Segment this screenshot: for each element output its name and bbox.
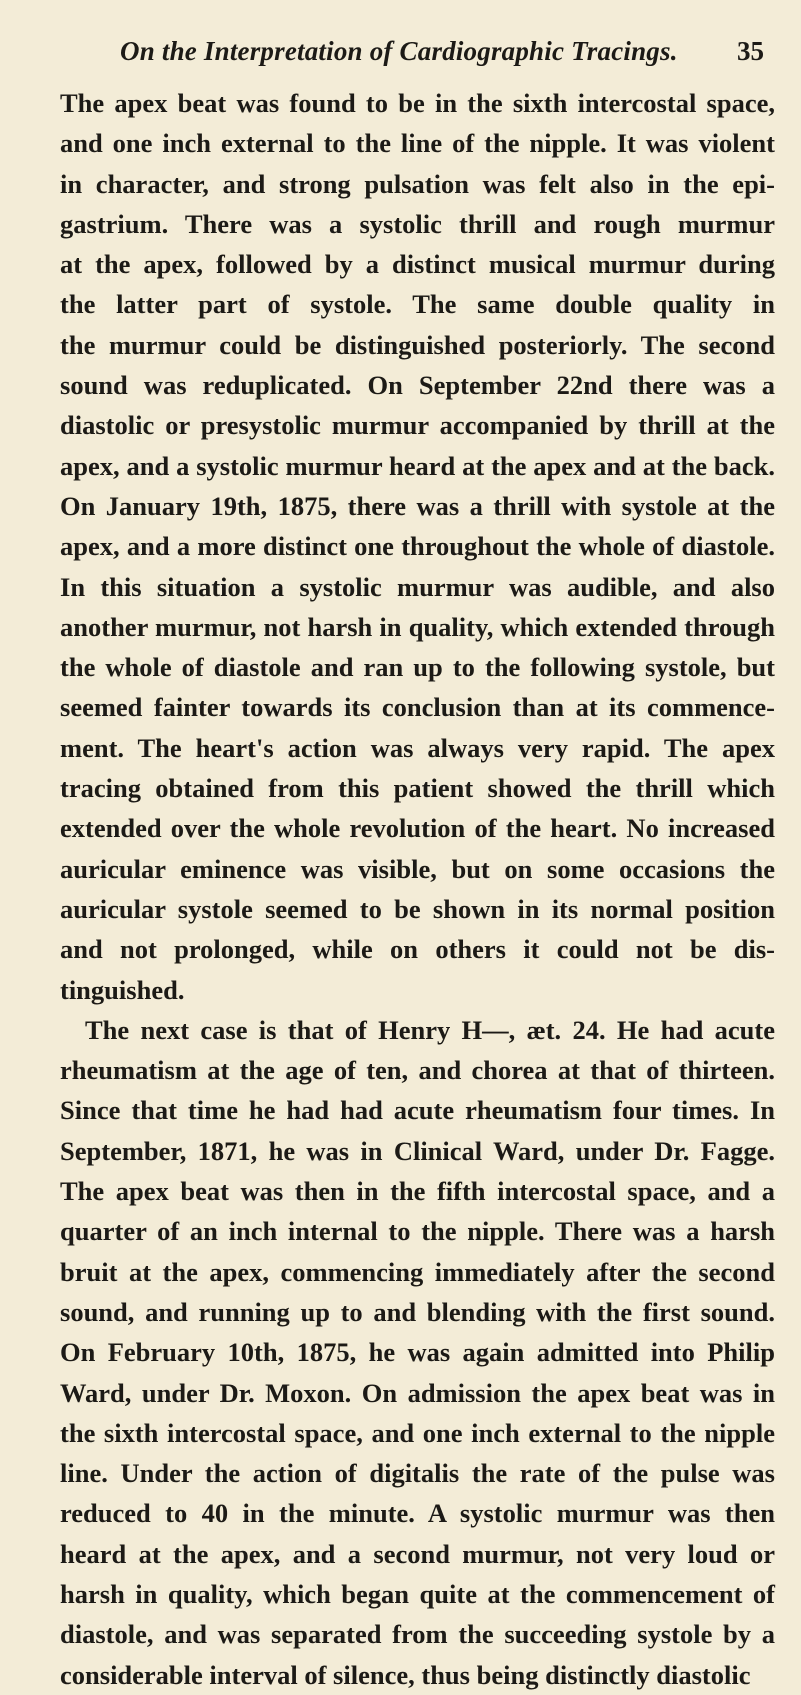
paragraph-end-line: tinguished. [60, 974, 185, 1005]
text-line: gastrium. There was a systolic thrill and rough murmur [60, 208, 775, 239]
text-line: The apex beat was found to be in the sixth intercostal space, [60, 88, 775, 118]
page-number: 35 [737, 36, 764, 66]
text-line: the latter part of systole. The same double quality in [60, 289, 775, 320]
text-line: another murmur, not harsh in quality, which extended through [60, 611, 775, 642]
text-line: line. Under the action of digitalis the rate of the pulse was [60, 1458, 775, 1489]
text-line: harsh in quality, which began quite at the commencement of [60, 1578, 775, 1609]
text-line: sound, and running up to and blending with the first sound. [60, 1296, 775, 1327]
text-line: ment. The heart's action was always very rapid. The apex [60, 732, 775, 763]
running-title: On the Interpretation of Cardiographic Tracings. [120, 36, 678, 66]
text-line: reduced to 40 in the minute. A systolic murmur was then [60, 1498, 775, 1529]
text-line: considerable interval of silence, thus being distinctly diastolic [60, 1659, 751, 1690]
text-line: apex, and a systolic murmur heard at the apex and at the back. [60, 450, 775, 481]
text-line: On January 19th, 1875, there was a thrill with systole at the [60, 490, 775, 521]
text-line: at the apex, followed by a distinct musical murmur during [60, 249, 775, 280]
text-line: auricular systole seemed to be shown in its normal position [60, 893, 775, 924]
text-line: tracing obtained from this patient showed the thrill which [60, 773, 775, 804]
text-line: diastolic or presystolic murmur accompanied by thrill at the [60, 410, 775, 441]
text-line: the murmur could be distinguished posteriorly. The second [60, 329, 775, 360]
text-line: the sixth intercostal space, and one inch external to the nipple [60, 1417, 775, 1448]
text-line: On February 10th, 1875, he was again admitted into Philip [60, 1337, 775, 1368]
text-line: apex, and a more distinct one throughout the whole of diastole. [60, 531, 775, 562]
text-line: extended over the whole revolution of the heart. No increased [60, 813, 775, 844]
text-line: Since that time he had had acute rheumatism four times. In [60, 1095, 775, 1126]
text-line: seemed fainter towards its conclusion than at its commence- [60, 692, 775, 723]
text-line: the whole of diastole and ran up to the following systole, but [60, 652, 775, 683]
text-line: heard at the apex, and a second murmur, not very loud or [60, 1538, 775, 1569]
text-line: diastole, and was separated from the succeeding systole by a [60, 1619, 775, 1650]
text-line: and not prolonged, while on others it could not be dis- [60, 934, 775, 965]
text-line: bruit at the apex, commencing immediately after the second [60, 1256, 775, 1287]
text-line: in character, and strong pulsation was felt also in the epi- [60, 168, 775, 199]
text-line: In this situation a systolic murmur was audible, and also [60, 571, 775, 602]
text-line: quarter of an inch internal to the nipple. There was a harsh [60, 1216, 775, 1247]
text-line: sound was reduplicated. On September 22nd there was a [60, 370, 775, 401]
text-line: rheumatism at the age of ten, and chorea at that of thirteen. [60, 1055, 775, 1086]
text-line: and one inch external to the line of the nipple. It was violent [60, 128, 775, 159]
text-line: Ward, under Dr. Moxon. On admission the apex beat was in [60, 1377, 775, 1408]
text-line: The apex beat was then in the fifth intercostal space, and a [60, 1176, 775, 1207]
paragraph-start-line: The next case is that of Henry H—, æt. 24. He had acute [85, 1014, 775, 1045]
text-line: auricular eminence was visible, but on some occasions the [60, 853, 775, 884]
body-text [60, 83, 775, 1695]
text-line: September, 1871, he was in Clinical Ward, under Dr. Fagge. [60, 1135, 775, 1166]
running-header [0, 36, 801, 72]
